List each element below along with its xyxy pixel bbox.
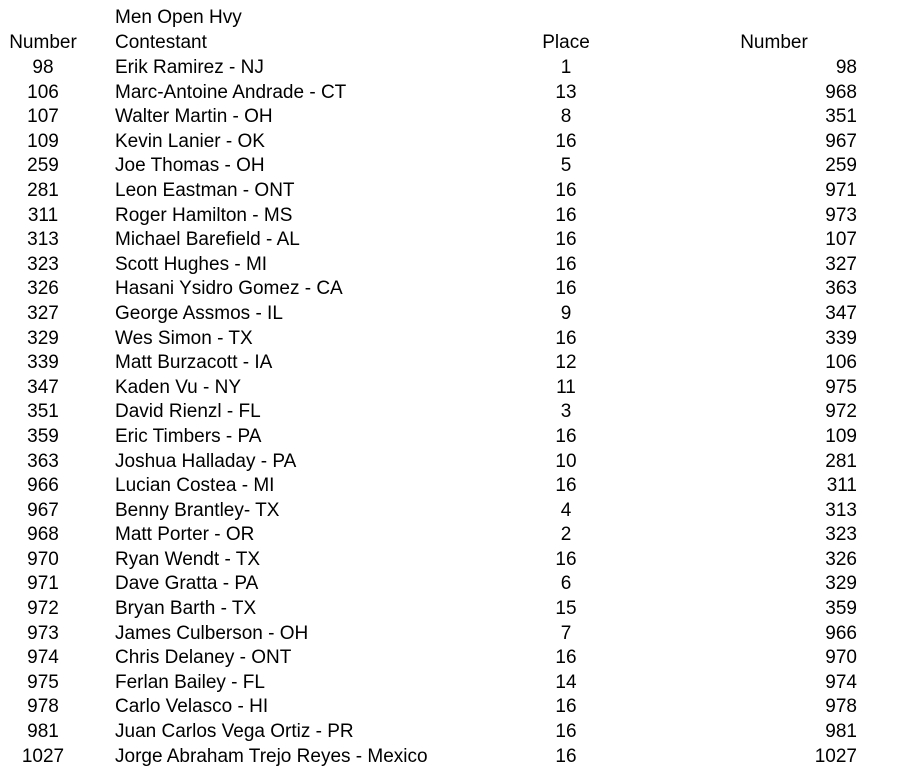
contestant-number-cell: 966 bbox=[27, 475, 59, 497]
contestant-number-cell: 327 bbox=[27, 302, 59, 324]
contestant-name-cell: Bryan Barth - TX bbox=[115, 598, 257, 620]
contestant-number-cell: 107 bbox=[27, 106, 59, 128]
contestant-name-cell: Benny Brantley- TX bbox=[115, 499, 280, 521]
table-row bbox=[0, 671, 900, 696]
place-cell: 16 bbox=[555, 229, 577, 251]
table-row bbox=[0, 56, 900, 81]
header-number: Number bbox=[9, 32, 77, 53]
contestant-name-cell: Scott Hughes - MI bbox=[115, 253, 268, 275]
contestant-number-cell: 974 bbox=[27, 647, 59, 669]
number-cell-2: 351 bbox=[825, 106, 857, 128]
place-cell: 12 bbox=[555, 352, 577, 374]
table-row bbox=[0, 228, 900, 253]
table-row bbox=[0, 327, 900, 352]
contestant-number-cell: 313 bbox=[27, 229, 59, 251]
contestant-number-cell: 1027 bbox=[21, 745, 65, 767]
contestant-number-cell: 967 bbox=[27, 499, 59, 521]
place-cell: 8 bbox=[560, 106, 572, 128]
contestant-number-cell: 359 bbox=[27, 425, 59, 447]
contestant-number-cell: 975 bbox=[27, 671, 59, 693]
place-cell: 9 bbox=[560, 302, 572, 324]
table-row bbox=[0, 450, 900, 475]
number-cell-2: 107 bbox=[825, 229, 857, 251]
contestant-name-cell: Juan Carlos Vega Ortiz - PR bbox=[115, 721, 354, 743]
number-cell-2: 363 bbox=[825, 278, 857, 300]
number-cell-2: 1027 bbox=[814, 745, 857, 767]
place-cell: 16 bbox=[555, 425, 577, 447]
contestant-name-cell: Ryan Wendt - TX bbox=[115, 548, 261, 570]
number-cell-2: 327 bbox=[825, 253, 857, 275]
table-row bbox=[0, 277, 900, 302]
contestant-name-cell: George Assmos - IL bbox=[115, 302, 283, 324]
contestant-number-cell: 329 bbox=[27, 327, 59, 349]
table-row bbox=[0, 302, 900, 327]
contestant-number-cell: 109 bbox=[27, 130, 59, 152]
contestant-number-cell: 311 bbox=[27, 204, 59, 226]
number-cell-2: 971 bbox=[825, 179, 857, 201]
contestant-number-cell: 351 bbox=[27, 401, 59, 423]
table-row bbox=[0, 105, 900, 130]
place-cell: 7 bbox=[560, 622, 572, 644]
contestant-number-cell: 981 bbox=[27, 721, 59, 743]
number-cell-2: 311 bbox=[826, 475, 857, 497]
contestant-number-cell: 363 bbox=[27, 450, 59, 472]
table-row bbox=[0, 130, 900, 155]
contestant-number-cell: 98 bbox=[32, 57, 54, 78]
contestant-name-cell: Joshua Halladay - PA bbox=[115, 450, 297, 472]
place-cell: 13 bbox=[555, 81, 577, 103]
table-row bbox=[0, 646, 900, 671]
number-cell-2: 326 bbox=[825, 548, 857, 570]
header-number-2: Number bbox=[740, 32, 808, 53]
contestant-name-cell: Roger Hamilton - MS bbox=[115, 204, 293, 226]
table-row bbox=[0, 204, 900, 229]
number-cell-2: 259 bbox=[825, 155, 857, 177]
place-cell: 16 bbox=[555, 548, 577, 570]
number-cell-2: 978 bbox=[825, 696, 857, 718]
contestant-name-cell: Wes Simon - TX bbox=[115, 327, 253, 349]
number-cell-2: 966 bbox=[825, 622, 857, 644]
contestant-number-cell: 339 bbox=[27, 352, 59, 374]
contestant-number-cell: 326 bbox=[27, 278, 59, 300]
place-cell: 16 bbox=[555, 475, 577, 497]
event-title: Men Open Hvy bbox=[115, 7, 242, 28]
place-cell: 16 bbox=[555, 179, 577, 201]
number-cell-2: 323 bbox=[825, 524, 857, 546]
place-cell: 16 bbox=[555, 745, 577, 767]
table-row bbox=[0, 523, 900, 548]
place-cell: 16 bbox=[555, 696, 577, 718]
table-row bbox=[0, 499, 900, 524]
place-cell: 3 bbox=[560, 401, 572, 423]
contestant-number-cell: 323 bbox=[27, 253, 59, 275]
contestant-number-cell: 968 bbox=[27, 524, 59, 546]
place-cell: 5 bbox=[560, 155, 572, 177]
contestant-number-cell: 281 bbox=[27, 179, 59, 201]
table-row bbox=[0, 376, 900, 401]
number-cell-2: 98 bbox=[835, 57, 857, 78]
header-contestant: Contestant bbox=[115, 32, 207, 53]
table-row bbox=[0, 474, 900, 499]
place-cell: 16 bbox=[555, 204, 577, 226]
number-cell-2: 972 bbox=[825, 401, 857, 423]
contestant-number-cell: 973 bbox=[27, 622, 59, 644]
table-row bbox=[0, 695, 900, 720]
contestant-name-cell: Erik Ramirez - NJ bbox=[115, 57, 264, 78]
contestant-name-cell: Leon Eastman - ONT bbox=[115, 179, 295, 201]
contestant-name-cell: Dave Gratta - PA bbox=[115, 573, 259, 595]
contestant-name-cell: Hasani Ysidro Gomez - CA bbox=[115, 278, 343, 300]
number-cell-2: 329 bbox=[825, 573, 857, 595]
place-cell: 16 bbox=[555, 278, 577, 300]
contestant-name-cell: Jorge Abraham Trejo Reyes - Mexico bbox=[115, 745, 428, 767]
contestant-number-cell: 971 bbox=[27, 573, 59, 595]
place-cell: 1 bbox=[560, 57, 572, 78]
contestant-name-cell: Joe Thomas - OH bbox=[115, 155, 265, 177]
contestant-name-cell: Lucian Costea - MI bbox=[115, 475, 275, 497]
place-cell: 2 bbox=[560, 524, 572, 546]
contestant-name-cell: Matt Burzacott - IA bbox=[115, 352, 273, 374]
number-cell-2: 975 bbox=[825, 376, 857, 398]
number-cell-2: 967 bbox=[825, 130, 857, 152]
contestant-number-cell: 347 bbox=[27, 376, 59, 398]
contestant-name-cell: Carlo Velasco - HI bbox=[115, 696, 269, 718]
contestant-number-cell: 259 bbox=[27, 155, 59, 177]
number-cell-2: 359 bbox=[825, 598, 857, 620]
contestant-name-cell: Ferlan Bailey - FL bbox=[115, 671, 265, 693]
table-row bbox=[0, 400, 900, 425]
place-cell: 16 bbox=[555, 253, 577, 275]
number-cell-2: 313 bbox=[825, 499, 857, 521]
table-row bbox=[0, 253, 900, 278]
contestant-name-cell: David Rienzl - FL bbox=[115, 401, 261, 423]
contestant-name-cell: Michael Barefield - AL bbox=[115, 229, 300, 251]
contestant-name-cell: Kevin Lanier - OK bbox=[115, 130, 265, 152]
table-row bbox=[0, 81, 900, 106]
contestant-number-cell: 978 bbox=[27, 696, 59, 718]
place-cell: 15 bbox=[555, 598, 577, 620]
contestant-number-cell: 970 bbox=[27, 548, 59, 570]
contestant-name-cell: Eric Timbers - PA bbox=[115, 425, 262, 447]
contestant-name-cell: Walter Martin - OH bbox=[115, 106, 273, 128]
table-row bbox=[0, 179, 900, 204]
place-cell: 16 bbox=[555, 130, 577, 152]
table-row bbox=[0, 745, 900, 770]
place-cell: 10 bbox=[555, 450, 577, 472]
place-cell: 16 bbox=[555, 647, 577, 669]
contestant-number-cell: 106 bbox=[27, 81, 59, 103]
number-cell-2: 106 bbox=[825, 352, 857, 374]
table-row bbox=[0, 572, 900, 597]
number-cell-2: 981 bbox=[825, 721, 857, 743]
place-cell: 6 bbox=[560, 573, 572, 595]
contestant-name-cell: Marc-Antoine Andrade - CT bbox=[115, 81, 347, 103]
table-row bbox=[0, 720, 900, 745]
contestant-name-cell: Kaden Vu - NY bbox=[115, 376, 242, 398]
number-cell-2: 339 bbox=[825, 327, 857, 349]
table-row bbox=[0, 548, 900, 573]
table-row bbox=[0, 597, 900, 622]
number-cell-2: 974 bbox=[825, 671, 857, 693]
contestant-name-cell: Matt Porter - OR bbox=[115, 524, 255, 546]
number-cell-2: 281 bbox=[825, 450, 857, 472]
place-cell: 11 bbox=[556, 376, 576, 398]
contestant-name-cell: James Culberson - OH bbox=[115, 622, 309, 644]
number-cell-2: 970 bbox=[825, 647, 857, 669]
table-row bbox=[0, 154, 900, 179]
header-place: Place bbox=[542, 32, 590, 53]
contestant-number-cell: 972 bbox=[27, 598, 59, 620]
table-row bbox=[0, 351, 900, 376]
table-row bbox=[0, 425, 900, 450]
contestant-name-cell: Chris Delaney - ONT bbox=[115, 647, 292, 669]
number-cell-2: 109 bbox=[825, 425, 857, 447]
results-table bbox=[0, 56, 900, 769]
place-cell: 16 bbox=[555, 327, 577, 349]
number-cell-2: 347 bbox=[825, 302, 857, 324]
place-cell: 14 bbox=[555, 671, 577, 693]
place-cell: 4 bbox=[560, 499, 572, 521]
table-row bbox=[0, 622, 900, 647]
number-cell-2: 973 bbox=[825, 204, 857, 226]
place-cell: 16 bbox=[555, 721, 577, 743]
number-cell-2: 968 bbox=[825, 81, 857, 103]
